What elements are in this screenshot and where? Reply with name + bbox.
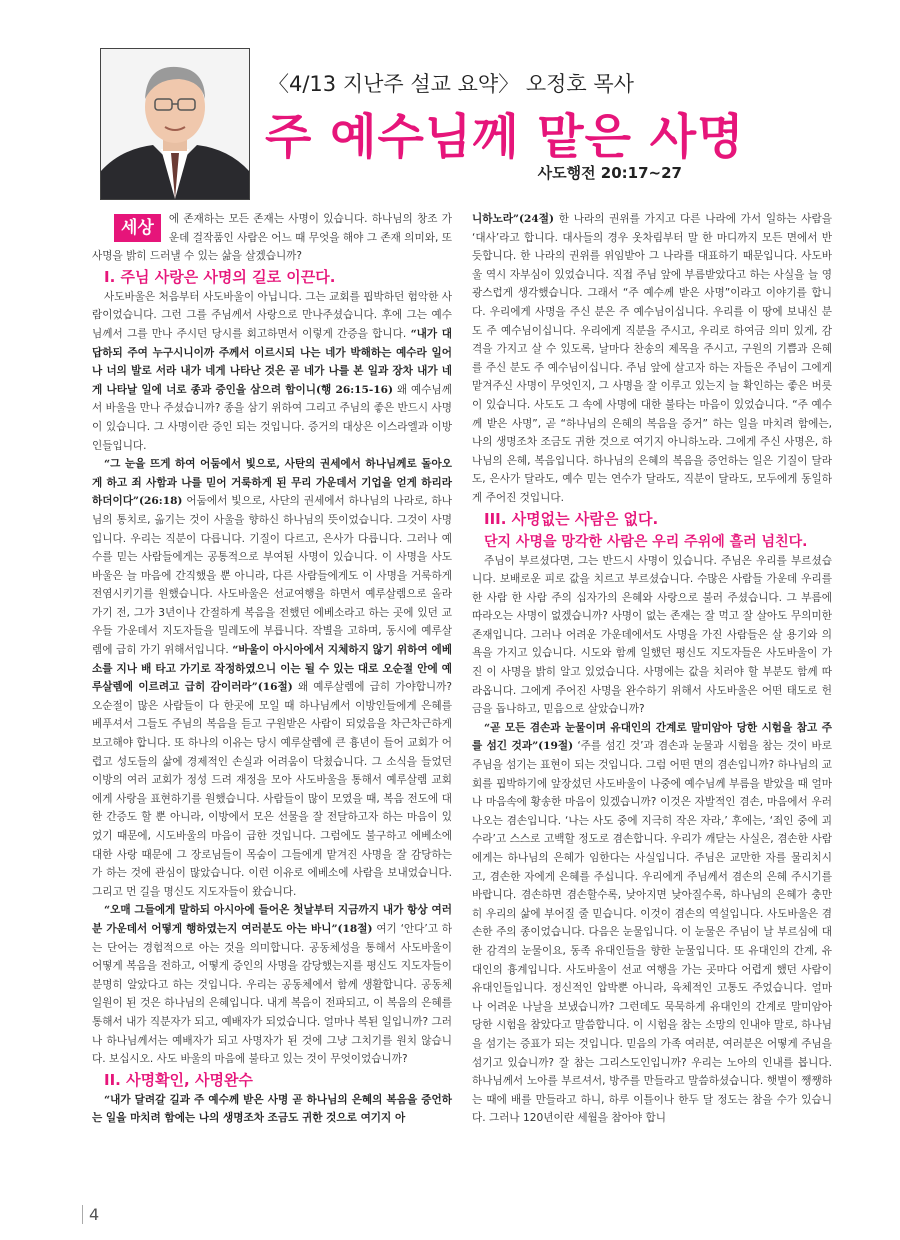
section-heading-3: III. 사명없는 사람은 없다. <box>484 509 659 528</box>
scripture-quote: “그 눈을 뜨게 하여 어둠에서 빛으로, 사탄의 권세에서 하나님께로 돌아오게 하고 죄 사함과 나를 믿어 거룩하게 된 무리 가운데서 기업을 얻게 하리라 하더이다”(26:18) <box>92 458 452 508</box>
sermon-subtitle: 〈4/13 지난주 설교 요약〉 오정호 목사 <box>268 72 634 96</box>
paragraph: 주님이 부르셨다면, 그는 반드시 사명이 있습니다. 주님은 우리를 부르셨습니다. 보배로운 피로 값을 치르고 부르셨습니다. 수많은 사람들 가운데 우리를 한 사람 한 사람 주의 십자가의 은혜와 사랑으로 불러 주셨습니다. 그 부름에 따라오는 사명이 없겠습니까? 사명이 없는 존재는 잘 먹고 잘 살아도 무의미한 존재입니다. 그러나 어려운 가운데에서도 사명을 가진 사람들은 살 용기와 의욕을 가지고 있습니다. 시도와 함께 일했던 평신도 지도자들은 사도바울이 가진 이 사명을 밝히 알고 있었습니다. 사명에는 값을 치러야 할 부분도 함께 따라옵니다. 그에게 주어진 사명을 완수하기 위해서 사도바울은 어떤 태도로 헌금을 돕나하고, 믿음으로 살았습니까? <box>472 554 832 716</box>
paragraph <box>92 288 452 455</box>
right-column <box>472 210 832 1128</box>
scripture-quote: “바울이 아시아에서 지체하지 않기 위하여 에베소를 지나 배 타고 가기로 작정하였으니 이는 될 수 있는 대로 오순절 안에 예루살렘에 이르려고 급히 감이러라”(16절) <box>92 644 452 694</box>
section-subheading-3: 단지 사명을 망각한 사람은 우리 주위에 흘러 넘친다. <box>484 533 808 550</box>
section-heading-1: I. 주님 사랑은 사명의 길로 이끈다. <box>104 267 336 286</box>
page-number: 4 <box>82 1205 99 1224</box>
article-header <box>0 0 900 200</box>
scripture-quote: “오매 그들에게 말하되 아시아에 들어온 첫날부터 지금까지 내가 항상 여러분 가운데서 어떻게 행하였는지 여러분도 아는 바니”(18절) <box>92 904 452 935</box>
scripture-quote: “내가 대답하되 주여 누구시니이까 주께서 이르시되 나는 네가 박해하는 예수라 일어나 너의 발로 서라 내가 네게 나타난 것은 곧 네가 나를 본 일과 장차 내가 네게 나타날 일에 너로 종과 증인을 삼으려 함이니(행 26:15-16) <box>92 327 452 396</box>
dropcap: 세상 <box>114 214 161 242</box>
paragraph <box>472 210 832 508</box>
section-heading-2: II. 사명확인, 사명완수 <box>104 1070 253 1089</box>
paragraph-text: 사도바울은 처음부터 사도바울이 아닙니다. 그는 교회를 핍박하던 험악한 사람이었습니다. 그런 그를 주님께서 사랑으로 만나주셨습니다. 후에 그는 예수님께서 그를 만나 주시던 당시를 회고하면서 이렇게 간증을 합니다. <box>92 290 452 340</box>
paragraph-text: 어둠에서 빛으로, 사단의 권세에서 하나님의 나라로, 하나님의 통치로, 옮기는 것이 사울을 향하신 하나님의 뜻이었습니다. 그것이 사명입니다. 우리는 직분이 다릅니다. 기질이 다르고, 은사가 다릅니다. 그러나 예수를 믿는 사람들에게는 공통적으로 부여된 사명이 있습니다. 이 사명을 사도바울은 늘 마음에 간직했을 뿐 아니라, 다른 사람들에게도 이 사명을 거룩하게 전염시키기를 원했습니다. 사도바울은 선교여행을 하면서 예루살렘으로 올라가기 전, 그가 3년이나 간절하게 복음을 전했던 에베소라고 하는 곳에 있던 교우들 가운데서 지도자들을 밀레도에 부릅니다. 작별을 고하며, 동시에 예루살렘에 급히 가기 위해서입니다. <box>92 495 452 657</box>
paragraph-text: 왜 예루살렘에 급히 가야합니까? 오순절이 많은 사람들이 다 한곳에 모일 때 하나님께서 이방인들에게 은혜를 베푸셔서 그들도 주님의 복음을 듣고 구원받은 사람이 되었음을 차근차근하게 보고해야 합니다. 또 하나의 이유는 당시 예루살렘에 큰 흉년이 들어 교회가 어렵고 성도들의 삶에 경제적인 손실과 어려움이 닥쳤습니다. 그 소식을 들었던 이방의 여러 교회가 정성 드려 재정을 모아 사도바울을 통해서 예루살렘 교회에게 사랑을 표현하기를 원했습니다. 사람들이 많이 모였을 때, 복음 전도에 대한 간증도 할 뿐 아니라, 이방에서 모은 선물을 잘 전달하고자 하는 마음이 있었기 때문에, 시도바울의 마음이 급한 것입니다. 그럼에도 불구하고 에베소에 대한 사랑 때문에 그 장로님들이 목숨이 그들에게 맡겨진 사명을 잘 감당하는가 하는 것에 관심이 많았습니다. 이런 이유로 에베소에 사람을 보내었습니다. 그리고 먼 길을 명신도 지도자들이 왔습니다. <box>92 681 453 898</box>
sermon-title: 주 예수님께 맡은 사명 <box>265 109 745 165</box>
paragraph <box>92 901 452 1068</box>
paragraph <box>472 719 832 1128</box>
intro-paragraph: 에 존재하는 모든 존재는 사명이 있습니다. 하나님의 창조 가운데 걸작품인 사람은 어느 때 무엇을 해야 그 존재 의미와, 또 사명을 밝히 드러낼 수 있는 삶을 살겠습니까? <box>92 213 452 263</box>
scripture-quote: 니하노라”(24절) <box>472 213 555 225</box>
paragraph-text: 한 나라의 권위를 가지고 다른 나라에 가서 일하는 사람을 ‘대사’라고 합니다. 대사들의 경우 옷차림부터 말 한 마디까지 모든 면에서 반듯합니다. 한 나라의 권위를 위임받아 그 나라를 대표하기 때문입니다. 사도바울 역시 자부심이 있었습니다. 직접 주님 앞에 부름받았다고 하는 사실을 늘 영광스럽게 생각했습니다. 그래서 “주 예수께 받은 사명”이라고 이야기를 합니다. 우리에게 사명을 주신 분은 주 예수님이십니다. 우리를 이 땅에 보내신 분도 주 예수님이십니다. 우리에게 직분을 주시고, 우리로 하여금 의미 있게, 감격을 가지고 살 수 있도록, 날마다 찬송의 제목을 주시고, 구원의 기쁨과 은혜를 주신 분도 주 예수님이십니다. 주님 앞에 살고자 하는 자들은 주님이 그에게 맡겨주신 사명이 무엇인지, 그 사명을 잘 이루고 있는지 늘 확인하는 좋은 버릇이 있습니다. 사도도 그 속에 사명에 대한 불타는 마음이 있었습니다. “주 예수께 받은 사명”, 곧 “하나님의 은혜의 복음을 증거” 하는 일을 마치려 함에는, 나의 생명조차 조금도 귀한 것으로 여기지 아니하노라. 그에게 주신 사명은, 하나님의 은혜, 복음입니다. 하나님의 은혜의 복음을 증언하는 일은 기질이 달라도, 은사가 달라도, 예수 믿는 연수가 달라도, 직분이 달라도, 모두에게 동일하게 주어진 것입니다. <box>472 213 832 504</box>
paragraph-text: ‘주를 섬긴 것’과 겸손과 눈물과 시험을 참는 것이 바로 주님을 섬기는 표현이 되는 것입니다. 그럼 어떤 면의 겸손입니까? 하나님의 교회를 핍박하기에 앞장섰던 사도바울이 나중에 예수님께 부름을 받았을 때 얼마나 마음속에 황송한 마음이 있겠습니까? 이것은 자발적인 겸손, 마음에서 우러나오는 겸손입니다. ‘나는 사도 중에 지극히 작은 자라,’ 후에는, ‘죄인 중에 괴수라’고 스스로 고백할 정도로 겸손합니다. 우리가 깨닫는 사실은, 겸손한 사람에게는 하나님의 은혜가 임한다는 사실입니다. 주님은 교만한 자를 물리치시고, 겸손한 자에게 은혜를 주십니다. 우리에게 주님께서 겸손의 은혜 주시기를 바랍니다. 겸손하면 겸손할수록, 낮아지면 낮아질수록, 하나님의 은혜가 충만히 우리의 삶에 부어질 줄 믿습니다. 이것이 겸손의 역설입니다. 사도바울은 겸손한 주의 종이었습니다. 다음은 눈물입니다. 이 눈물은 주님이 날 부르심에 대한 감격의 눈물이요, 동족 유대인들을 향한 눈물입니다. 또 유대인의 간계, 유대인의 흉계입니다. 사도바울이 선교 여행을 가는 곳마다 어렵게 했던 사람이 유대인들입니다. 정신적인 압박뿐 아니라, 육체적인 고통도 주었습니다. 얼마나 어려운 나날을 보냈습니까? 그런데도 묵묵하게 유대인의 간계로 말미암아 당한 시험을 참았다고 말씀합니다. 이 시험을 참는 소망의 인내야 말로, 하나님을 섬기는 증표가 되는 것입니다. 믿음의 가족 여러분, 여러분은 어떻게 주님을 섬기고 있습니까? 잘 참는 그리스도인입니까? 우리는 노아의 인내를 봅니다. 하나님께서 노아를 부르셔서, 방주를 만들라고 말씀하셨습니다. 햇볕이 쨍쨍하는 때에 배를 만들라고 하니, 하루 이틀이나 한두 달 정도는 참을 수가 있습니다. 그러나 120년이란 세월을 참아야 합니 <box>472 740 833 1125</box>
scripture-quote: “곧 모든 겸손과 눈물이며 유대인의 간계로 말미암아 당한 시험을 참고 주를 섬긴 것과”(19절) <box>472 721 832 753</box>
scripture-quote: “내가 달려갈 길과 주 예수께 받은 사명 곧 하나님의 은혜의 복음을 증언하는 일을 마치려 함에는 나의 생명조차 조금도 귀한 것으로 여기지 아 <box>92 1093 452 1125</box>
left-column <box>92 210 452 1128</box>
paragraph-text: 여기 ‘안다’고 하는 단어는 경험적으로 아는 것을 의미합니다. 공동체성을 통해서 사도바울이 어떻게 복음을 전하고, 어떻게 증인의 사명을 감당했는지를 평신도 지도자들이 분명히 알았다고 하는 것입니다. 우리는 공동체에서 함께 생활합니다. 공동체 일원이 된 것은 하나님의 은혜입니다. 내게 복음이 전파되고, 이 복음의 은혜를 통해서 내가 직분자가 되고, 예배자가 되었습니다. 얼마나 복된 일입니까? 그러나 하나님께서는 예배자가 되고 사명자가 된 것에 그냥 그치기를 원치 않습니다. 보십시오. 사도 바울의 마음에 불타고 있는 것이 무엇이었습니까? <box>92 922 453 1066</box>
portrait-image <box>101 49 249 199</box>
scripture-reference: 사도행전 20:17~27 <box>537 164 682 182</box>
paragraph-text: 왜 예수님께서 바울을 만나 주셨습니까? 종을 삼기 위하여 그리고 주님의 좋은 반드시 사명이 있습니다. 그 사명이란 증인 되는 것입니다. 증거의 대상은 이스라엘과 이방인들입니다. <box>92 383 452 452</box>
paragraph <box>92 455 452 901</box>
pastor-portrait <box>100 48 250 200</box>
